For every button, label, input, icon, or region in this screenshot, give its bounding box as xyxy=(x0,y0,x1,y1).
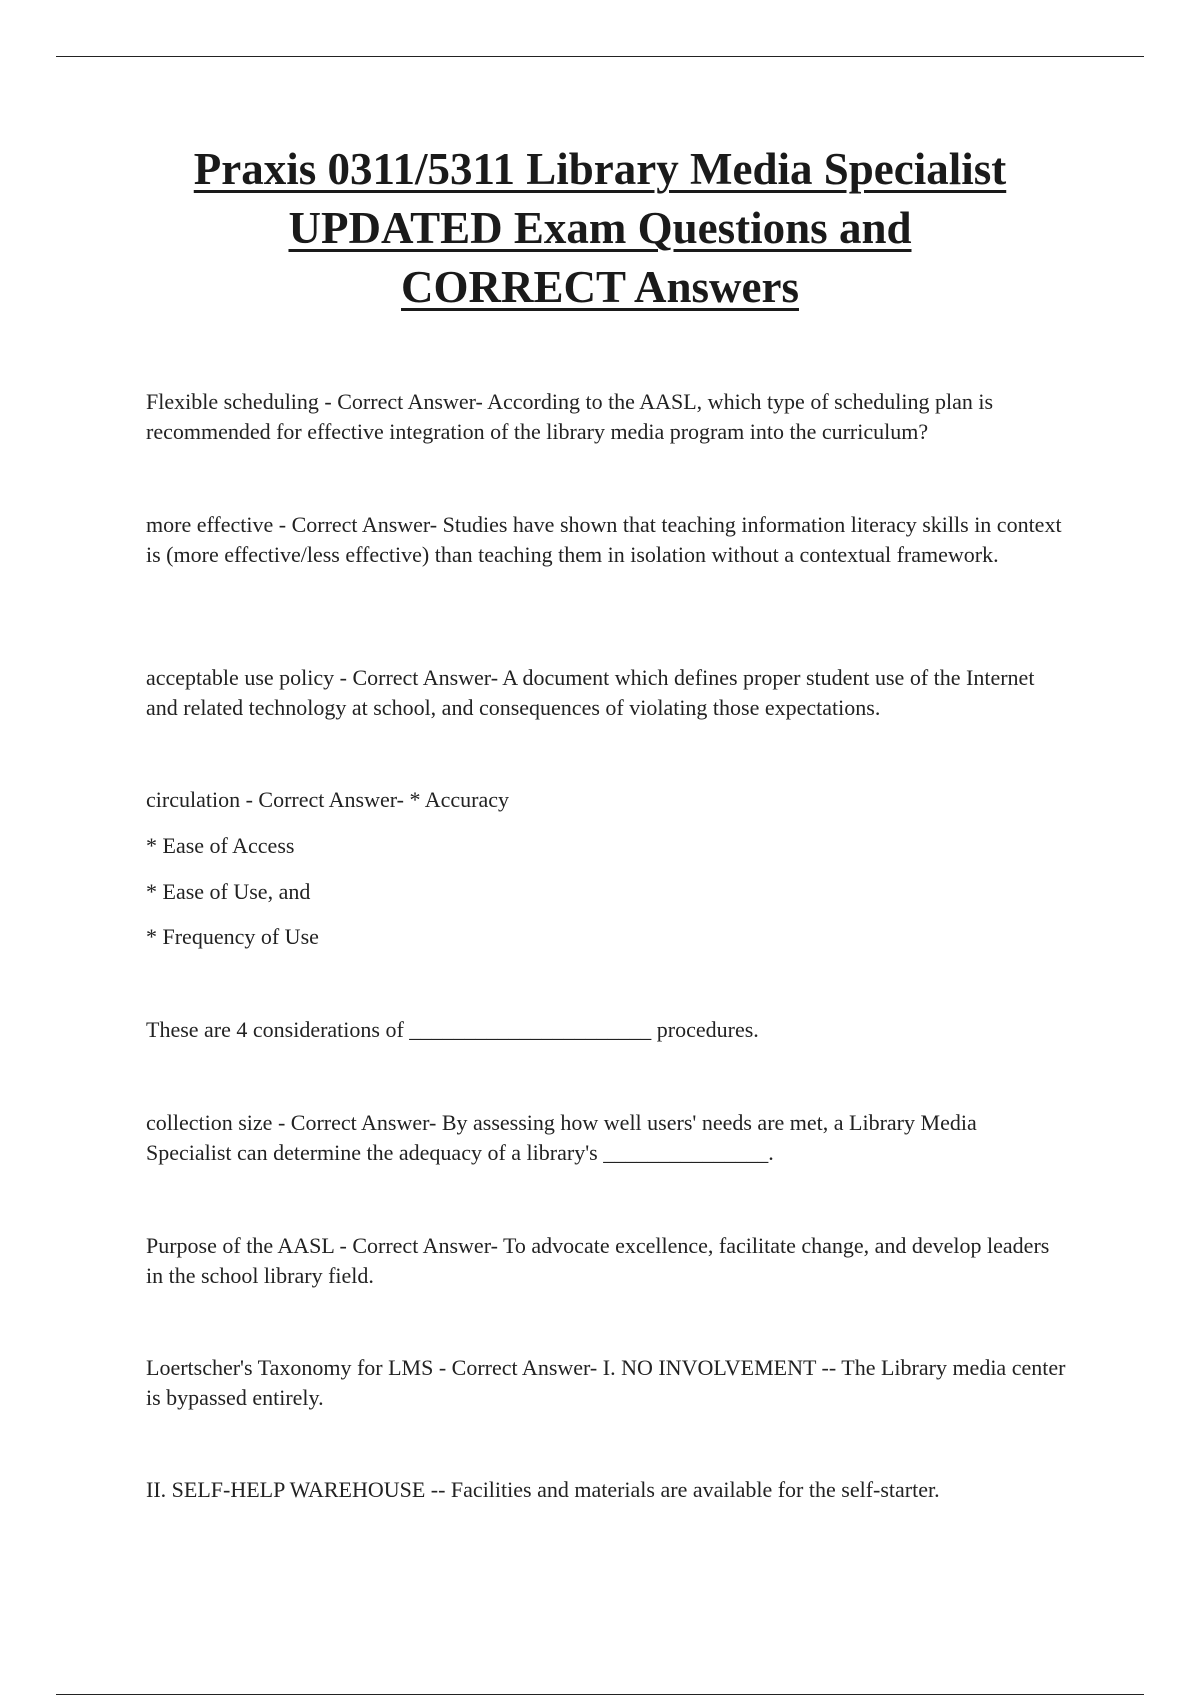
qa-collection-size: collection size - Correct Answer- By assessing how well users' needs are met, a Library Media Specialist can determine the adequacy of a library's _______________. xyxy=(146,1110,977,1165)
qa-self-help-warehouse: II. SELF-HELP WAREHOUSE -- Facilities and materials are available for the self-starter. xyxy=(146,1477,940,1502)
qa-loertscher-taxonomy: Loertscher's Taxonomy for LMS - Correct Answer- I. NO INVOLVEMENT -- The Library media center is bypassed entirely. xyxy=(146,1355,1066,1410)
qa-flexible-scheduling: Flexible scheduling - Correct Answer- According to the AASL, which type of scheduling plan is recommended for effective integration of the library media program into the curriculum? xyxy=(146,389,994,444)
qa-more-effective: more effective - Correct Answer- Studies have shown that teaching information literacy skills in context is (more effective/less effective) than teaching them in isolation without a contextual framework. xyxy=(146,512,1062,567)
top-divider xyxy=(56,56,1144,57)
title-line-2: UPDATED Exam Questions and xyxy=(288,203,912,253)
title-line-1: Praxis 0311/5311 Library Media Specialist xyxy=(193,144,1007,194)
qa-circulation-question: These are 4 considerations of ______________________ procedures. xyxy=(146,1017,759,1042)
qa-circulation: circulation - Correct Answer- * Accuracy xyxy=(146,787,510,812)
list-item: * Ease of Access xyxy=(146,833,295,858)
list-item: * Frequency of Use xyxy=(146,924,319,949)
bottom-divider xyxy=(56,1694,1144,1695)
title-line-3: CORRECT Answers xyxy=(401,262,799,312)
qa-purpose-of-aasl: Purpose of the AASL - Correct Answer- To advocate excellence, facilitate change, and develop leaders in the school library field. xyxy=(146,1233,1050,1288)
page-title xyxy=(100,140,1100,317)
list-item: * Ease of Use, and xyxy=(146,879,311,904)
qa-acceptable-use-policy: acceptable use policy - Correct Answer- A document which defines proper student use of the Internet and related technology at school, and consequences of violating those expectations. xyxy=(146,665,1035,720)
